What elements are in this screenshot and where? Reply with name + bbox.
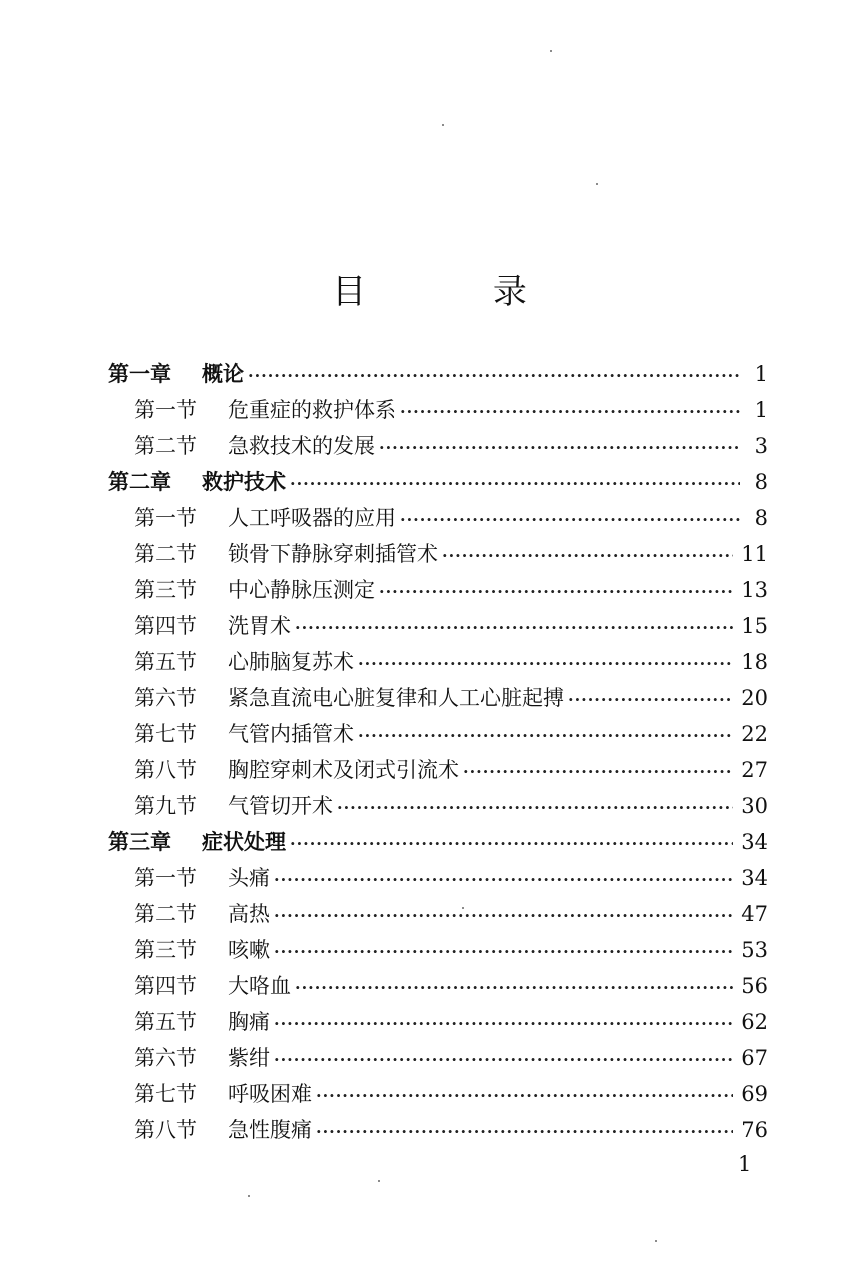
toc-entry-page: 20 [741, 686, 768, 710]
toc-entry-title: 人工呼吸器的应用 [228, 506, 396, 530]
toc-entry-title: 心肺脑复苏术 [228, 650, 354, 674]
toc-entry-title: 大咯血 [228, 974, 291, 998]
toc-entry-title: 锁骨下静脉穿刺插管术 [228, 542, 438, 566]
scan-speck [462, 907, 464, 909]
toc-section-row [108, 1006, 768, 1042]
toc-chapter-row [108, 466, 768, 502]
toc-entry-number: 第九节 [134, 794, 197, 818]
scan-speck [248, 1195, 250, 1197]
toc-entry-number: 第一节 [134, 506, 197, 530]
toc-section-row [108, 1042, 768, 1078]
toc-entry-number: 第三节 [134, 578, 197, 602]
toc-entry-title: 咳嗽 [228, 938, 270, 962]
toc-dot-leader [274, 1050, 733, 1069]
toc-dot-leader [316, 1122, 733, 1141]
toc-entry-title: 洗胃术 [228, 614, 291, 638]
scan-speck [655, 1240, 657, 1242]
toc-entry-page: 30 [741, 794, 768, 818]
toc-entry-title: 概论 [202, 361, 244, 386]
toc-entry-number: 第七节 [134, 722, 197, 746]
toc-entry-page: 1 [754, 398, 768, 422]
toc-section-row [108, 898, 768, 934]
toc-entry-page: 1 [754, 362, 768, 386]
toc-section-row [108, 394, 768, 430]
toc-entry-page: 22 [741, 722, 768, 746]
toc-chapter-row [108, 358, 768, 394]
toc-section-row [108, 754, 768, 790]
toc-section-row [108, 934, 768, 970]
toc-dot-leader [337, 798, 733, 817]
toc-dot-leader [358, 726, 733, 745]
toc-section-row [108, 574, 768, 610]
toc-section-row [108, 538, 768, 574]
toc-entry-title: 危重症的救护体系 [228, 398, 396, 422]
table-of-contents [108, 358, 768, 1150]
toc-dot-leader [379, 582, 733, 601]
toc-entry-page: 18 [741, 650, 768, 674]
toc-dot-leader [463, 762, 733, 781]
toc-entry-number: 第五节 [134, 1010, 197, 1034]
toc-entry-title: 气管内插管术 [228, 722, 354, 746]
toc-entry-title: 胸腔穿刺术及闭式引流术 [228, 758, 459, 782]
toc-entry-page: 56 [741, 974, 768, 998]
toc-dot-leader [290, 474, 740, 493]
toc-section-row [108, 862, 768, 898]
toc-entry-page: 76 [741, 1118, 768, 1142]
toc-dot-leader [274, 870, 733, 889]
toc-section-row [108, 790, 768, 826]
scan-speck [442, 124, 444, 126]
toc-entry-page: 8 [754, 506, 768, 530]
toc-entry-title: 头痛 [228, 866, 270, 890]
toc-entry-title: 救护技术 [202, 469, 286, 494]
toc-entry-number: 第四节 [134, 614, 197, 638]
toc-dot-leader [316, 1086, 733, 1105]
toc-entry-number: 第六节 [134, 1046, 197, 1070]
toc-entry-number: 第二章 [108, 469, 171, 494]
toc-dot-leader [290, 834, 733, 853]
toc-section-row [108, 646, 768, 682]
toc-entry-number: 第四节 [134, 974, 197, 998]
toc-section-row [108, 610, 768, 646]
page-title: 目 录 [332, 272, 585, 312]
toc-entry-number: 第五节 [134, 650, 197, 674]
toc-entry-title: 胸痛 [228, 1010, 270, 1034]
scan-speck [550, 50, 552, 52]
toc-entry-page: 62 [741, 1010, 768, 1034]
scan-speck [378, 1180, 380, 1182]
toc-dot-leader [400, 402, 740, 421]
toc-entry-page: 8 [754, 470, 768, 494]
toc-dot-leader [358, 654, 733, 673]
toc-entry-number: 第八节 [134, 758, 197, 782]
toc-entry-page: 11 [741, 542, 768, 566]
toc-entry-page: 67 [741, 1046, 768, 1070]
scan-speck [596, 183, 598, 185]
toc-entry-number: 第一节 [134, 398, 197, 422]
toc-entry-title: 气管切开术 [228, 794, 333, 818]
toc-dot-leader [379, 438, 740, 457]
toc-section-row [108, 1114, 768, 1150]
toc-entry-page: 13 [741, 578, 768, 602]
toc-entry-title: 急性腹痛 [228, 1118, 312, 1142]
toc-entry-page: 27 [741, 758, 768, 782]
toc-entry-title: 急救技术的发展 [228, 434, 375, 458]
toc-entry-number: 第三章 [108, 829, 171, 854]
toc-entry-title: 紧急直流电心脏复律和人工心脏起搏 [228, 686, 564, 710]
toc-section-row [108, 970, 768, 1006]
toc-entry-title: 紫绀 [228, 1046, 270, 1070]
toc-dot-leader [295, 978, 733, 997]
toc-entry-page: 47 [741, 902, 768, 926]
toc-dot-leader [295, 618, 733, 637]
toc-dot-leader [400, 510, 740, 529]
toc-entry-number: 第三节 [134, 938, 197, 962]
toc-chapter-row [108, 826, 768, 862]
toc-section-row [108, 718, 768, 754]
toc-entry-number: 第二节 [134, 434, 197, 458]
toc-entry-page: 34 [741, 866, 768, 890]
toc-dot-leader [274, 906, 733, 925]
toc-section-row [108, 502, 768, 538]
toc-entry-number: 第七节 [134, 1082, 197, 1106]
toc-dot-leader [274, 942, 733, 961]
toc-entry-number: 第二节 [134, 902, 197, 926]
toc-dot-leader [248, 366, 740, 385]
toc-dot-leader [568, 690, 733, 709]
toc-entry-page: 69 [741, 1082, 768, 1106]
toc-dot-leader [274, 1014, 733, 1033]
toc-entry-title: 呼吸困难 [228, 1082, 312, 1106]
toc-entry-page: 3 [754, 434, 768, 458]
toc-entry-number: 第二节 [134, 542, 197, 566]
toc-entry-number: 第一章 [108, 361, 171, 386]
toc-dot-leader [442, 546, 733, 565]
toc-entry-number: 第六节 [134, 686, 197, 710]
toc-section-row [108, 430, 768, 466]
toc-entry-title: 症状处理 [202, 829, 286, 854]
toc-entry-page: 34 [741, 830, 768, 854]
toc-entry-number: 第一节 [134, 866, 197, 890]
toc-entry-title: 高热 [228, 902, 270, 926]
toc-entry-page: 53 [741, 938, 768, 962]
footer-page-number: 1 [738, 1152, 752, 1176]
toc-entry-page: 15 [741, 614, 768, 638]
toc-entry-number: 第八节 [134, 1118, 197, 1142]
toc-entry-title: 中心静脉压测定 [228, 578, 375, 602]
toc-section-row [108, 682, 768, 718]
toc-section-row [108, 1078, 768, 1114]
